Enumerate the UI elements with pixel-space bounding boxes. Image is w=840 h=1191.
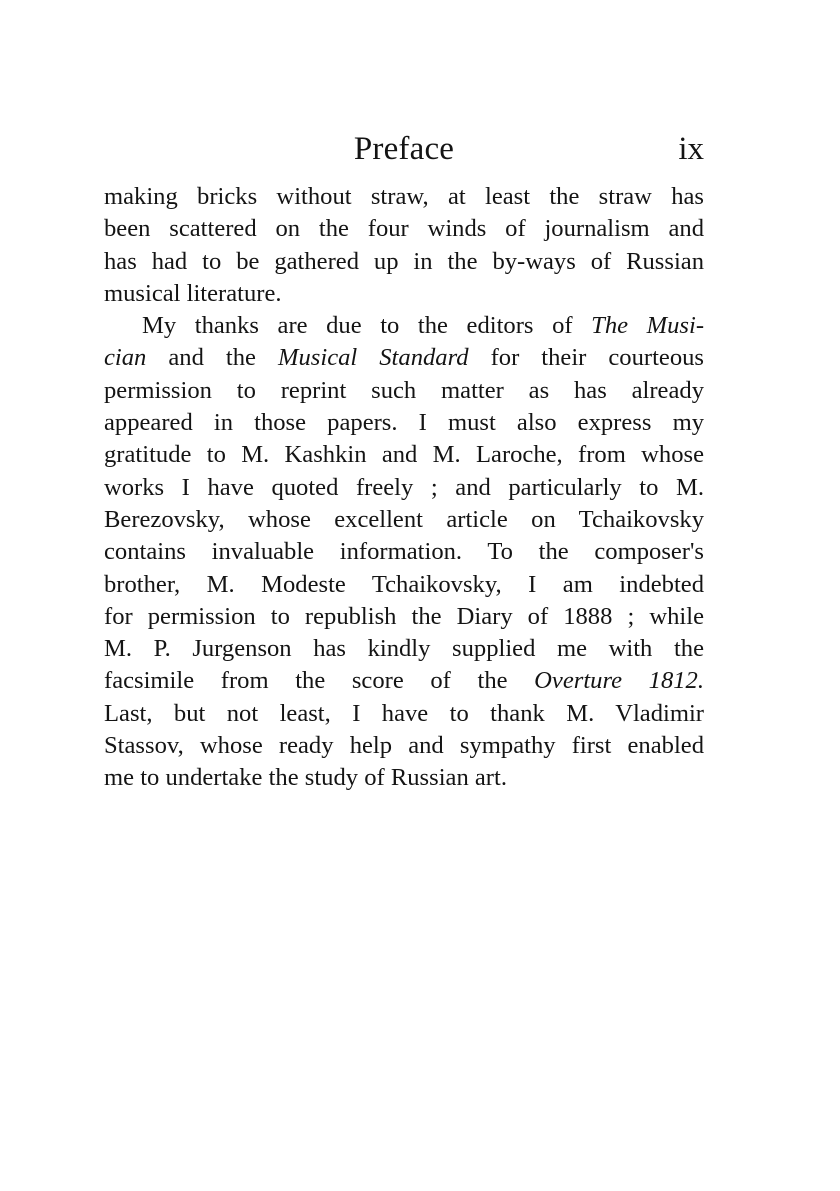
italic-title: cian bbox=[104, 344, 147, 372]
text-segment: and the bbox=[168, 344, 256, 372]
text-line: contains invaluable information. To the composer's bbox=[104, 538, 704, 566]
text-line: brother, M. Modeste Tchaikovsky, I am indebted bbox=[104, 570, 704, 598]
text-line: M. P. Jurgenson has kindly supplied me with the bbox=[104, 635, 704, 663]
italic-title: Overture 1812. bbox=[534, 667, 704, 695]
running-head: Preface bbox=[353, 131, 455, 167]
text-line: permission to reprint such matter as has already bbox=[104, 376, 704, 404]
text-line: Berezovsky, whose excellent article on Tchaikovsky bbox=[104, 505, 704, 533]
text-line: Last, but not least, I have to thank M. Vladimir bbox=[104, 699, 704, 727]
text-line: me to undertake the study of Russian art. bbox=[104, 764, 507, 792]
text-line bbox=[104, 665, 704, 697]
italic-title: Musical Standard bbox=[278, 344, 469, 372]
body-text bbox=[104, 181, 704, 795]
italic-title: The Musi- bbox=[591, 312, 705, 340]
text-line: appeared in those papers. I must also express my bbox=[104, 409, 704, 437]
page-header bbox=[104, 126, 704, 172]
text-line: works I have quoted freely ; and particularly to M. bbox=[104, 473, 704, 501]
text-line: been scattered on the four winds of journalism and bbox=[104, 215, 704, 243]
text-line: for permission to republish the Diary of 1888 ; while bbox=[104, 602, 704, 630]
text-segment: facsimile from the score of the bbox=[104, 667, 508, 695]
page-number: ix bbox=[678, 131, 704, 167]
text-line: gratitude to M. Kashkin and M. Laroche, from whose bbox=[104, 441, 704, 469]
text-line: Stassov, whose ready help and sympathy first enabled bbox=[104, 732, 704, 760]
text-line bbox=[104, 310, 704, 342]
text-line: making bricks without straw, at least the straw has bbox=[104, 183, 704, 210]
text-segment: My thanks are due to the editors of bbox=[142, 312, 573, 340]
text-line: musical literature. bbox=[104, 279, 282, 307]
text-line: has had to be gathered up in the by-ways of Russian bbox=[104, 247, 704, 275]
text-line bbox=[104, 342, 704, 374]
text-segment: for their courteous bbox=[490, 344, 704, 372]
